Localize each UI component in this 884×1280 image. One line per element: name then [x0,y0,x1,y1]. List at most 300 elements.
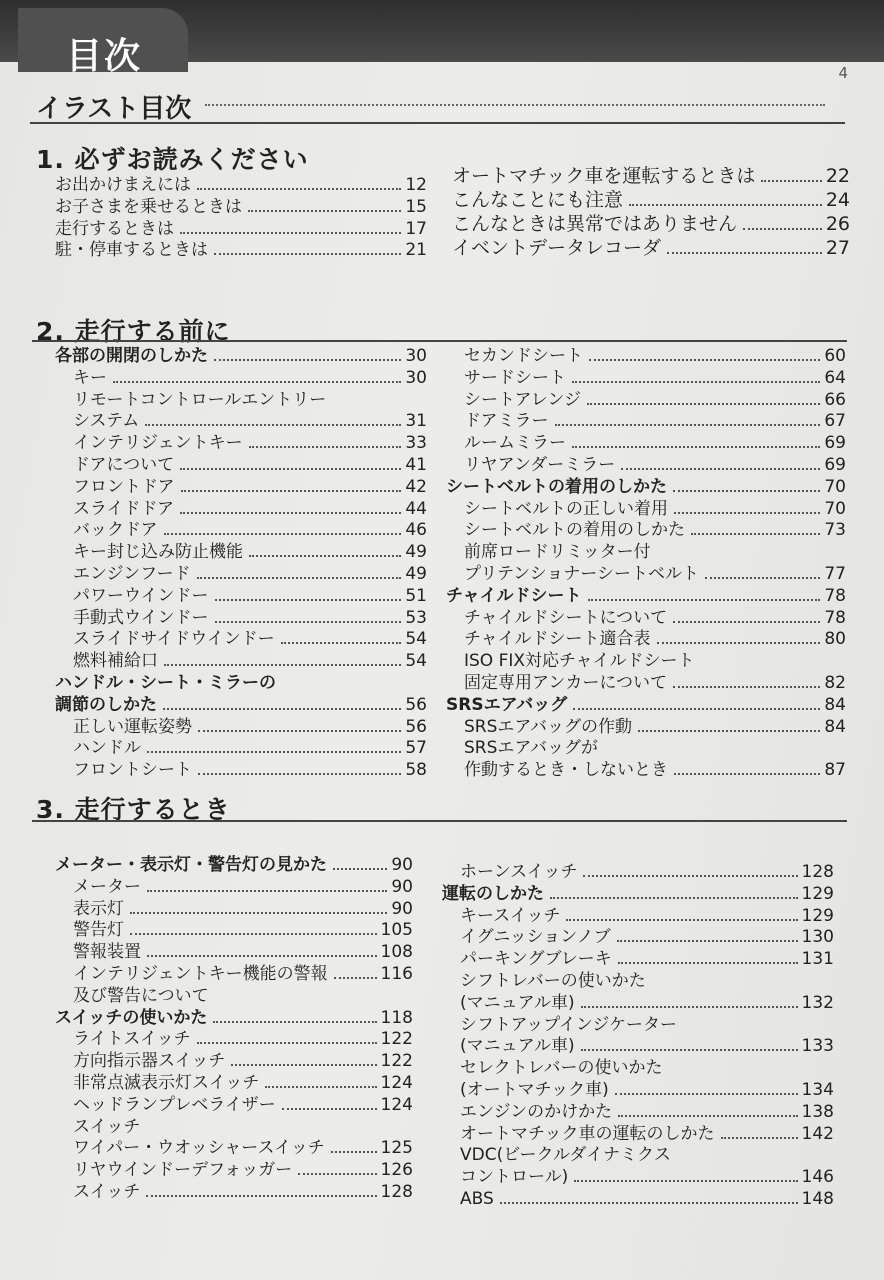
toc-entry-label: オートマチック車を運転するときは [452,165,756,187]
toc-entry [55,1138,413,1160]
toc-entry-label: セレクトレバーの使いかた [460,1058,663,1079]
toc-entry [55,175,427,197]
toc-leader-dots [761,180,821,182]
toc-entry-page: 78 [824,607,846,628]
toc-leader-dots [198,773,401,775]
toc-entry-page: 108 [380,942,413,963]
toc-entry [55,477,427,499]
toc-entry [442,884,834,906]
toc-entry-page: 64 [824,367,846,388]
toc-entry-label: シートベルトの正しい着用 [464,498,668,519]
toc-leader-dots [146,1195,376,1197]
toc-leader-dots [281,642,402,644]
toc-leader-dots [215,621,402,623]
toc-entry-page: 87 [824,760,846,781]
toc-leader-dots [197,188,401,190]
toc-entry-label: ワイパー・ウオッシャースイッチ [73,1138,325,1159]
toc-entry-label: 各部の開閉のしかた [55,346,208,366]
toc-entry [55,586,427,608]
toc-leader-dots [574,1180,797,1182]
illustration-index-rule [30,122,845,124]
toc-entry-page: 128 [801,862,834,882]
toc-entry-page: 46 [405,520,427,541]
section-3-rule [32,820,847,822]
toc-entry-page: 116 [380,963,413,984]
toc-entry [55,564,427,586]
toc-leader-dots [673,621,820,623]
toc-entry [442,927,834,949]
toc-entry-page: 17 [405,218,427,239]
toc-entry-label: イベントデータレコーダ [452,237,662,259]
toc-leader-dots [214,359,401,361]
toc-entry-page: 131 [801,949,834,970]
toc-entry-page: 54 [405,651,427,672]
toc-entry-label: バックドア [73,520,158,541]
toc-entry-label: インテリジェントキー [73,433,243,454]
toc-entry-page: 118 [380,1007,413,1028]
toc-entry [55,920,413,942]
toc-leader-dots [265,1086,376,1088]
toc-leader-dots [667,252,822,254]
toc-leader-dots [215,599,402,601]
toc-entry [452,212,850,236]
toc-leader-dots [298,1173,376,1175]
toc-entry-label: ABS [460,1188,494,1209]
toc-leader-dots [147,955,377,957]
toc-entry [55,608,427,630]
toc-entry-page: 78 [824,585,846,606]
section-1-right [452,164,850,260]
toc-entry [55,738,427,760]
toc-entry-label: こんなことにも注意 [452,189,624,211]
toc-entry-page: 44 [405,498,427,519]
toc-entry [442,1080,834,1102]
toc-entry-label: キー封じ込み防止機能 [73,542,243,563]
toc-leader-dots [198,730,401,732]
toc-entry [446,520,846,542]
toc-entry-page: 42 [405,476,427,497]
toc-entry-page: 33 [405,433,427,454]
toc-leader-dots [638,730,820,732]
toc-entry [55,1051,413,1073]
toc-entry [55,651,427,673]
toc-leader-dots [249,555,401,557]
toc-entry-page: 31 [405,411,427,432]
toc-entry [55,1029,413,1051]
toc-entry-label: ISO FIX対応チャイルドシート [464,651,695,672]
toc-leader-dots [674,512,820,514]
toc-entry-page: 129 [801,905,834,926]
toc-entry-label: 方向指示器スイッチ [73,1051,226,1072]
toc-leader-dots [147,751,401,753]
toc-entry [446,564,846,586]
toc-leader-dots [130,933,377,935]
toc-entry [442,971,834,993]
toc-entry-label: パワーウインドー [73,585,209,606]
toc-entry-page: 56 [405,694,427,715]
toc-leader-dots [673,686,820,688]
toc-entry [446,411,846,433]
toc-entry-label: フロントシート [73,760,192,781]
toc-entry [55,542,427,564]
toc-entry-label: (オートマチック車) [460,1079,609,1100]
toc-entry-label: キースイッチ [460,905,561,926]
section-1-left [55,175,427,262]
toc-entry-label: オートマチック車の運転のしかた [460,1123,715,1144]
contents-tab [18,8,188,77]
toc-entry-label: 作動するとき・しないとき [464,760,668,781]
toc-entry-label: スライドドア [73,498,174,519]
toc-leader-dots [331,1151,377,1153]
section-2-rule [32,340,847,342]
toc-entry-page: 132 [801,992,834,1013]
toc-entry-page: 126 [380,1160,413,1181]
illustration-index-leader [205,104,825,106]
toc-entry-page: 134 [801,1079,834,1100]
toc-leader-dots [213,1021,376,1023]
toc-entry-page: 69 [824,433,846,454]
page-number: 4 [838,64,848,82]
toc-entry [446,433,846,455]
toc-leader-dots [721,1137,798,1139]
toc-entry [55,1008,413,1030]
toc-leader-dots [566,919,797,921]
section-2-left [55,346,427,782]
toc-leader-dots [618,962,798,964]
toc-entry [55,433,427,455]
toc-entry-label: システム [73,411,140,432]
toc-entry-label: お出かけまえには [55,175,191,195]
toc-entry-page: 84 [824,694,846,715]
toc-entry-label: パーキングブレーキ [460,949,612,970]
toc-leader-dots [550,897,798,899]
toc-leader-dots [572,381,820,383]
toc-leader-dots [113,381,401,383]
toc-entry [446,390,846,412]
toc-entry-label: ルームミラー [464,433,566,454]
toc-entry [442,1145,834,1167]
toc-entry-page: 142 [801,1123,834,1144]
toc-leader-dots [214,253,401,255]
section-3-left [55,855,413,1204]
toc-entry [55,411,427,433]
toc-entry-page: 70 [824,476,846,497]
toc-entry [55,1160,413,1182]
toc-entry-label: ライトスイッチ [73,1029,191,1050]
toc-entry [55,986,413,1008]
toc-entry-page: 122 [380,1029,413,1050]
toc-entry-page: 122 [380,1051,413,1072]
toc-entry-label: セカンドシート [464,346,583,366]
toc-entry-page: 90 [391,855,413,875]
toc-entry [452,236,850,260]
toc-entry-page: 51 [405,585,427,606]
toc-entry [55,695,427,717]
toc-entry [442,993,834,1015]
toc-entry [446,499,846,521]
toc-entry [446,455,846,477]
toc-entry [446,760,846,782]
toc-leader-dots [180,512,401,514]
toc-entry-page: 57 [405,738,427,759]
toc-leader-dots [334,977,377,979]
toc-entry [452,188,850,212]
toc-entry [55,368,427,390]
toc-entry-label: ハンドル・シート・ミラーの [55,672,276,693]
toc-entry-label: ホーンスイッチ [460,862,578,882]
section-1-title: 1. 必ずお読みください [36,145,309,174]
toc-entry-label: シフトレバーの使いかた [460,970,646,991]
toc-entry [442,1167,834,1189]
toc-entry [55,1182,413,1204]
toc-entry-label: 手動式ウインドー [73,607,209,628]
toc-entry [446,738,846,760]
toc-entry-page: 53 [405,607,427,628]
toc-entry-label: コントロール) [460,1167,569,1188]
toc-entry [55,760,427,782]
toc-entry-label: SRSエアバッグが [464,738,599,759]
toc-entry-label: ドアについて [73,454,175,475]
toc-entry [446,629,846,651]
section-2-title: 2. 走行する前に [36,317,231,346]
toc-leader-dots [621,468,820,470]
toc-leader-dots [163,708,401,710]
toc-entry [446,586,846,608]
toc-entry-label: SRSエアバッグの作動 [464,716,633,737]
toc-leader-dots [555,424,821,426]
toc-entry-page: 12 [405,175,427,195]
toc-entry [442,862,834,884]
toc-leader-dots [572,446,820,448]
toc-entry-label: チャイルドシート [446,585,582,606]
toc-entry-label: (マニュアル車) [460,992,575,1013]
toc-entry-page: 49 [405,563,427,584]
toc-entry [55,390,427,412]
toc-entry-page: 133 [801,1036,834,1057]
contents-tab-label: 目次 [66,36,143,77]
toc-entry-label: シートアレンジ [464,389,581,410]
toc-entry-page: 82 [824,672,846,693]
toc-entry [442,1189,834,1211]
toc-entry-label: リヤアンダーミラー [464,454,616,475]
toc-entry-label: シートベルトの着用のしかた [464,520,685,541]
toc-leader-dots [743,228,822,230]
toc-leader-dots [147,890,387,892]
toc-entry-label: ハンドル [73,738,141,759]
toc-entry-label: フロントドア [73,476,175,497]
toc-entry-label: エンジンのかけかた [460,1101,613,1122]
toc-entry [55,499,427,521]
toc-entry-page: 80 [824,629,846,650]
toc-leader-dots [130,912,387,914]
toc-leader-dots [587,403,820,405]
toc-entry-label: プリテンショナーシートベルト [464,563,700,584]
toc-entry-label: チャイルドシートについて [464,607,668,628]
toc-entry-label: VDC(ビークルダイナミクス [460,1145,671,1166]
toc-entry-label: スイッチの使いかた [55,1007,208,1028]
toc-entry-page: 128 [380,1181,413,1202]
toc-entry-label: リモートコントロールエントリー [73,389,327,410]
toc-entry [446,695,846,717]
toc-entry [442,1036,834,1058]
section-2-right [446,346,846,782]
toc-entry [55,942,413,964]
toc-entry-label: (マニュアル車) [460,1036,575,1057]
toc-leader-dots [180,232,401,234]
toc-entry [55,855,413,877]
toc-entry-label: 非常点滅表示灯スイッチ [73,1072,260,1093]
toc-entry-page: 49 [405,542,427,563]
toc-entry-page: 70 [824,498,846,519]
toc-entry [446,368,846,390]
section-3-title: 3. 走行するとき [36,795,231,824]
toc-leader-dots [673,490,820,492]
toc-entry [446,346,846,368]
toc-leader-dots [588,599,821,601]
toc-entry [442,1058,834,1080]
toc-entry [55,717,427,739]
toc-entry-label: キー [73,367,107,388]
toc-entry-label: 警告灯 [73,920,124,941]
toc-entry-label: メーター・表示灯・警告灯の見かた [55,855,327,875]
toc-entry-page: 129 [801,883,834,904]
toc-leader-dots [691,533,820,535]
toc-entry-label: 警報装置 [73,942,141,963]
toc-leader-dots [333,868,387,870]
toc-leader-dots [617,940,798,942]
toc-entry-label: 正しい運転姿勢 [73,716,192,737]
toc-entry [442,949,834,971]
toc-entry-label: シートベルトの着用のしかた [446,476,667,497]
toc-entry-page: 66 [824,389,846,410]
toc-leader-dots [657,642,821,644]
toc-entry-label: 運転のしかた [442,883,544,904]
toc-entry-page: 24 [825,189,850,211]
toc-entry-page: 130 [801,927,834,948]
toc-entry [55,1073,413,1095]
toc-entry-label: ヘッドランプレベライザー [73,1094,276,1115]
toc-entry-label: 固定専用アンカーについて [464,672,667,693]
toc-leader-dots [629,204,822,206]
toc-entry-label: サードシート [464,367,566,388]
toc-entry-page: 67 [824,411,846,432]
toc-entry [452,164,850,188]
toc-entry-label: スイッチ [73,1181,141,1202]
toc-entry [446,608,846,630]
toc-entry [446,477,846,499]
toc-leader-dots [674,773,820,775]
toc-entry-page: 30 [405,346,427,366]
toc-entry-label: スライドサイドウインドー [73,629,275,650]
toc-leader-dots [249,446,402,448]
toc-entry [55,877,413,899]
toc-entry-page: 105 [380,920,413,941]
toc-entry [55,455,427,477]
toc-leader-dots [145,424,401,426]
toc-entry [55,629,427,651]
toc-entry-page: 124 [380,1094,413,1115]
section-3-right [442,862,834,1211]
toc-entry-page: 58 [405,760,427,781]
toc-entry-label: エンジンフード [73,563,191,584]
toc-leader-dots [589,359,820,361]
toc-entry [55,673,427,695]
toc-entry [55,219,427,241]
toc-entry-label: 走行するときは [55,218,174,239]
toc-entry-page: 27 [825,237,850,259]
toc-entry-page: 56 [405,716,427,737]
toc-leader-dots [581,1006,798,1008]
toc-entry-label: メーター [73,876,141,897]
toc-entry-label: SRSエアバッグ [446,694,568,715]
toc-entry-label: 表示灯 [73,898,124,919]
toc-entry-page: 90 [391,898,413,919]
toc-entry-page: 26 [825,213,850,235]
toc-entry-page: 22 [825,165,850,187]
toc-entry-label: こんなときは異常ではありません [452,213,738,235]
toc-entry [55,520,427,542]
toc-entry-page: 148 [801,1188,834,1209]
toc-entry-label: シフトアップインジケーター [460,1014,678,1035]
toc-entry [55,899,413,921]
toc-entry [55,1117,413,1139]
toc-leader-dots [197,1042,377,1044]
toc-entry [446,673,846,695]
toc-entry-page: 15 [405,196,427,217]
toc-leader-dots [618,1115,797,1117]
toc-leader-dots [500,1202,798,1204]
toc-entry-label: お子さまを乗せるときは [55,196,242,217]
toc-leader-dots [581,1049,798,1051]
toc-entry [55,346,427,368]
toc-entry-label: ドアミラー [464,411,549,432]
toc-entry-label: リヤウインドーデフォッガー [73,1160,293,1181]
toc-entry-page: 125 [380,1138,413,1159]
toc-leader-dots [248,210,401,212]
toc-entry-label: 調節のしかた [55,694,157,715]
toc-leader-dots [181,490,402,492]
toc-entry-label: イグニッションノブ [460,927,611,948]
toc-leader-dots [164,533,402,535]
toc-entry-label: 前席ロードリミッター付 [464,542,651,563]
toc-entry-page: 138 [801,1101,834,1122]
toc-entry-page: 69 [824,454,846,475]
toc-leader-dots [583,875,797,877]
toc-entry-page: 124 [380,1072,413,1093]
toc-entry [55,1095,413,1117]
toc-entry [446,717,846,739]
illustration-index-title: イラスト目次 [36,94,192,124]
toc-entry-page: 41 [405,454,427,475]
toc-leader-dots [197,577,402,579]
toc-entry-page: 77 [824,563,846,584]
toc-entry [55,964,413,986]
toc-entry [442,906,834,928]
toc-entry-label: チャイルドシート適合表 [464,629,651,650]
toc-entry-label: 燃料補給口 [73,651,158,672]
toc-entry-label: 駐・停車するときは [55,240,208,261]
toc-entry [442,1102,834,1124]
toc-entry-page: 21 [405,240,427,261]
toc-entry [446,542,846,564]
toc-entry-page: 60 [824,346,846,366]
toc-entry [446,651,846,673]
toc-leader-dots [615,1093,798,1095]
toc-entry [442,1124,834,1146]
toc-entry-page: 54 [405,629,427,650]
toc-entry [55,240,427,262]
toc-entry-page: 90 [391,876,413,897]
